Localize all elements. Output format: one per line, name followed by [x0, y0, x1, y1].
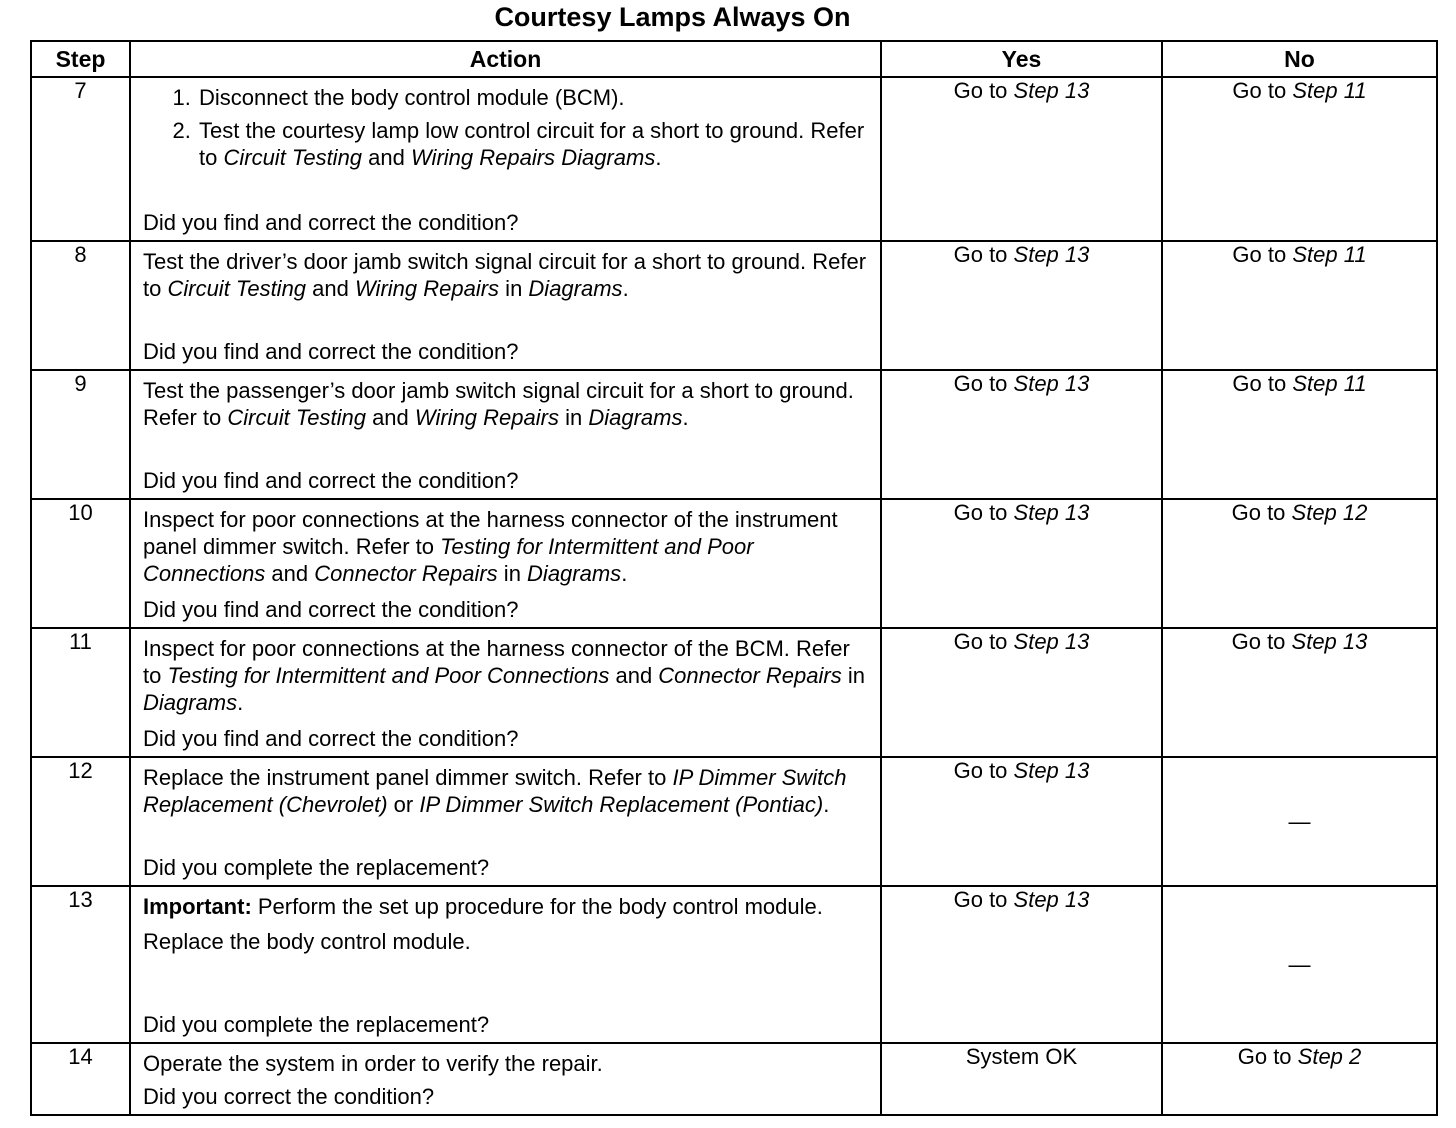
table-row	[31, 628, 1437, 757]
table-row	[31, 757, 1437, 886]
header-action: Action	[130, 41, 881, 77]
header-step: Step	[31, 41, 130, 77]
question-text: Did you find and correct the condition?	[143, 597, 519, 622]
yes-cell: Go to Step 13	[881, 241, 1162, 370]
table-row	[31, 241, 1437, 370]
action-cell	[130, 886, 881, 1043]
no-cell: Go to Step 11	[1162, 77, 1437, 241]
table-row	[31, 370, 1437, 499]
yes-cell: Go to Step 13	[881, 370, 1162, 499]
step-number: 9	[31, 370, 130, 499]
action-text: Replace the body control module.	[143, 929, 471, 954]
no-cell: Go to Step 12	[1162, 499, 1437, 628]
step-number: 10	[31, 499, 130, 628]
diagnostic-table	[30, 40, 1438, 1116]
action-cell	[130, 77, 881, 241]
yes-cell: Go to Step 13	[881, 628, 1162, 757]
header-no: No	[1162, 41, 1437, 77]
question-text: Did you complete the replacement?	[143, 1012, 490, 1037]
action-cell	[130, 1043, 881, 1115]
yes-cell: Go to Step 13	[881, 499, 1162, 628]
step-number: 13	[31, 886, 130, 1043]
step-number: 12	[31, 757, 130, 886]
action-text: Inspect for poor connections at the harness connector of the instrument panel dimmer switch. Refer to Testing for Intermittent and Poor Connections and Connector Repairs in Diagrams.	[143, 507, 838, 586]
yes-cell: Go to Step 13	[881, 77, 1162, 241]
table-row	[31, 1043, 1437, 1115]
question-text: Did you find and correct the condition?	[143, 468, 519, 493]
step-number: 11	[31, 628, 130, 757]
no-cell: —	[1162, 757, 1437, 886]
action-list	[143, 84, 870, 171]
question-text: Did you correct the condition?	[143, 1084, 435, 1109]
question-text: Did you complete the replacement?	[143, 855, 490, 880]
question-text: Did you find and correct the condition?	[143, 726, 519, 751]
table-header-row	[31, 41, 1437, 77]
step-number: 8	[31, 241, 130, 370]
question-text: Did you find and correct the condition?	[143, 210, 519, 235]
table-row	[31, 77, 1437, 241]
yes-cell: Go to Step 13	[881, 757, 1162, 886]
no-cell: Go to Step 11	[1162, 241, 1437, 370]
no-cell: Go to Step 11	[1162, 370, 1437, 499]
question-text: Did you find and correct the condition?	[143, 339, 519, 364]
action-text: Inspect for poor connections at the harness connector of the BCM. Refer to Testing for Intermittent and Poor Connections and Connector Repairs in Diagrams.	[143, 636, 865, 715]
no-cell: Go to Step 13	[1162, 628, 1437, 757]
action-cell	[130, 628, 881, 757]
table-row	[31, 499, 1437, 628]
action-list-item: 2. Test the courtesy lamp low control circuit for a short to ground. Refer to Circuit Testing and Wiring Repairs Diagrams.	[197, 117, 870, 171]
table-row	[31, 886, 1437, 1043]
action-text: Test the passenger’s door jamb switch signal circuit for a short to ground. Refer to Circuit Testing and Wiring Repairs in Diagrams.	[143, 378, 854, 430]
important-note: Important: Perform the set up procedure for the body control module.	[143, 894, 823, 919]
action-cell	[130, 370, 881, 499]
yes-cell: System OK	[881, 1043, 1162, 1115]
step-number: 14	[31, 1043, 130, 1115]
action-cell	[130, 241, 881, 370]
page-title: Courtesy Lamps Always On	[494, 2, 851, 32]
header-yes: Yes	[881, 41, 1162, 77]
no-cell: Go to Step 2	[1162, 1043, 1437, 1115]
no-cell: —	[1162, 886, 1437, 1043]
action-cell	[130, 757, 881, 886]
action-text: Operate the system in order to verify the repair.	[143, 1051, 603, 1076]
important-label: Important:	[143, 894, 252, 919]
action-text: Test the driver’s door jamb switch signal circuit for a short to ground. Refer to Circuit Testing and Wiring Repairs in Diagrams.	[143, 249, 867, 301]
step-number: 7	[31, 77, 130, 241]
action-cell	[130, 499, 881, 628]
action-list-item: 1. Disconnect the body control module (BCM).	[197, 84, 870, 111]
action-text: Replace the instrument panel dimmer switch. Refer to IP Dimmer Switch Replacement (Chevrolet) or IP Dimmer Switch Replacement (Pontiac).	[143, 765, 847, 817]
yes-cell: Go to Step 13	[881, 886, 1162, 1043]
